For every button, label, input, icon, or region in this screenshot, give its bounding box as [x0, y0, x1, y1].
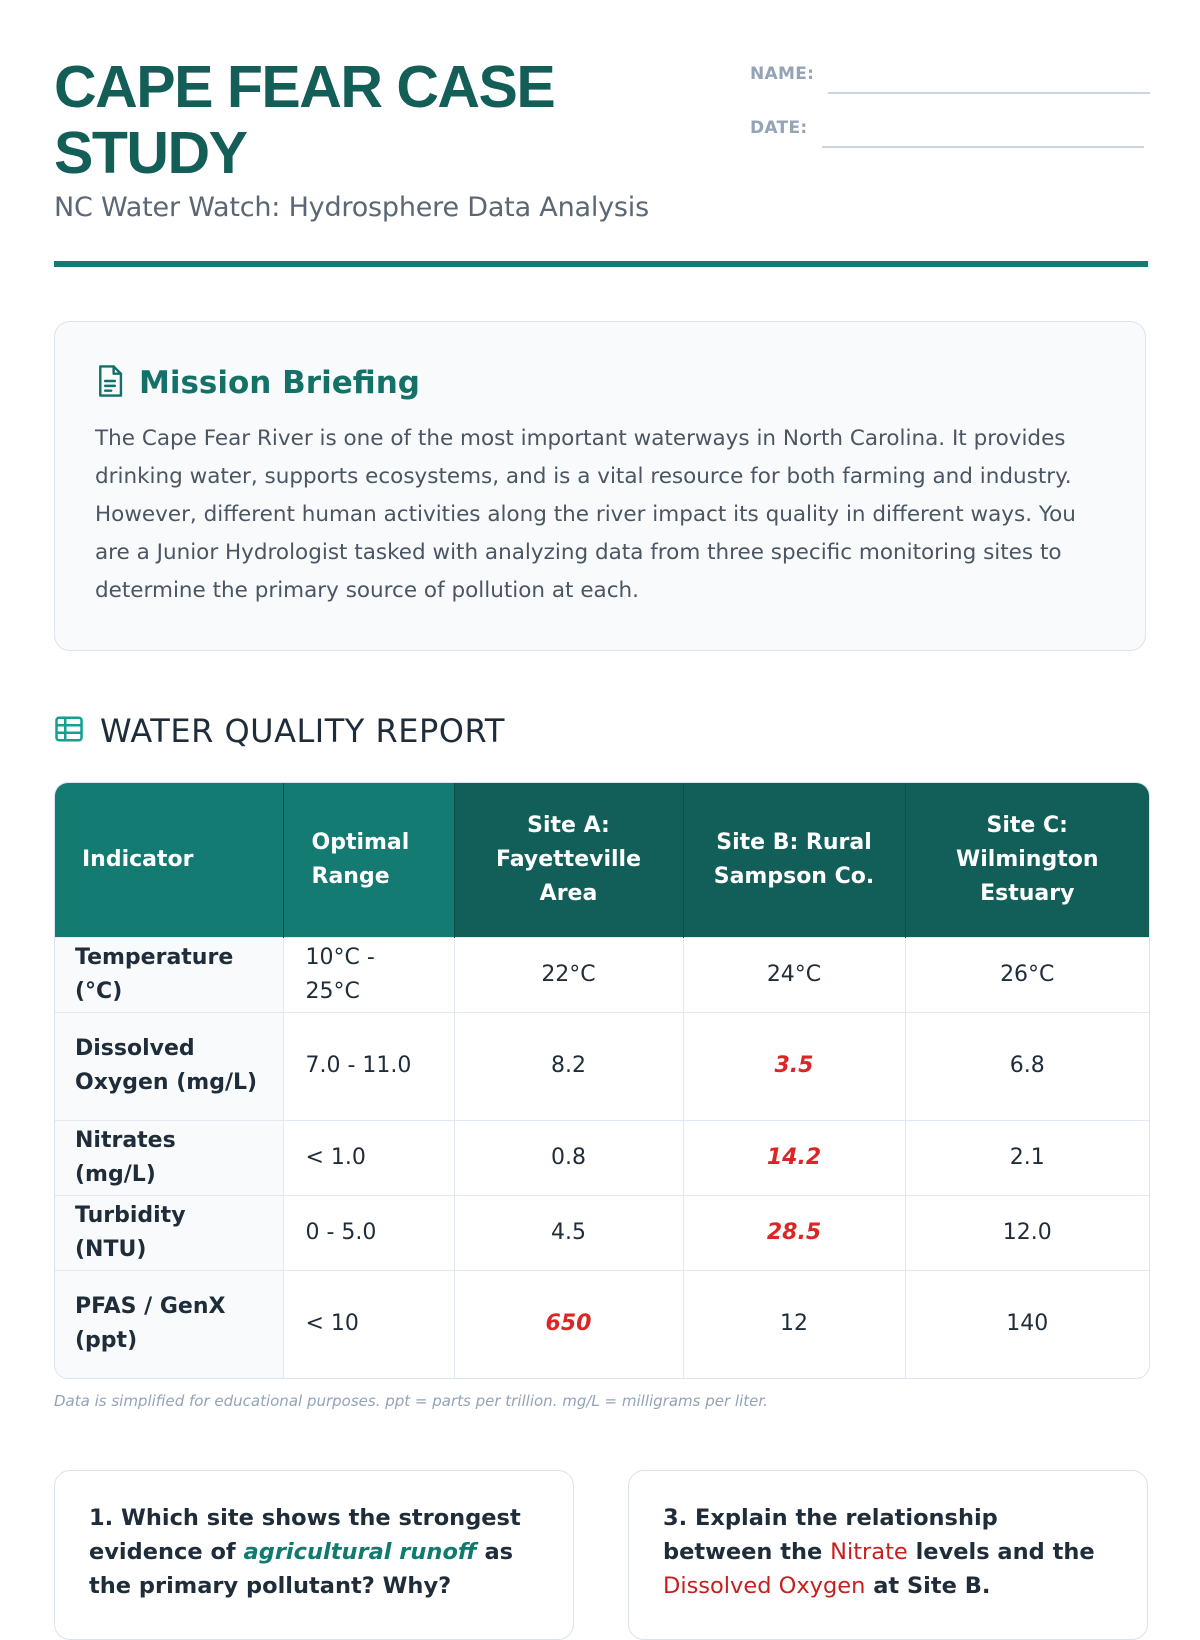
- site-b-cell-flagged: 28.5: [683, 1195, 905, 1270]
- page-subtitle: NC Water Watch: Hydrosphere Data Analysis: [54, 192, 649, 223]
- site-a-cell: 4.5: [454, 1195, 683, 1270]
- header-site-a: Site A: Fayetteville Area: [454, 783, 683, 937]
- question-card-1: [54, 1470, 574, 1640]
- indicator-cell: Dissolved Oxygen (mg/L): [55, 1012, 283, 1120]
- table-row: [55, 937, 1149, 1012]
- highlight-nitrate: Nitrate: [830, 1539, 908, 1565]
- site-c-cell: 12.0: [905, 1195, 1149, 1270]
- page-title: CAPE FEAR CASE STUDY: [54, 54, 555, 186]
- mission-briefing-card: [54, 321, 1146, 651]
- site-b-cell-flagged: 3.5: [683, 1012, 905, 1120]
- question-1-text: 1. Which site shows the strongest evidence of agricultural runoff as the primary pollutant? Why?: [89, 1505, 521, 1599]
- report-heading: [54, 712, 505, 750]
- site-a-cell: 22°C: [454, 937, 683, 1012]
- indicator-cell: Nitrates (mg/L): [55, 1120, 283, 1195]
- site-c-cell: 140: [905, 1270, 1149, 1378]
- site-b-cell: 24°C: [683, 937, 905, 1012]
- highlight-dissolved-oxygen: Dissolved Oxygen: [663, 1573, 866, 1599]
- name-line[interactable]: [828, 92, 1150, 94]
- optimal-cell: < 10: [283, 1270, 454, 1378]
- header-site-c: Site C: Wilmington Estuary: [905, 783, 1149, 937]
- header-optimal-range: Optimal Range: [283, 783, 454, 937]
- indicator-cell: PFAS / GenX (ppt): [55, 1270, 283, 1378]
- name-field[interactable]: [750, 56, 1150, 110]
- site-c-cell: 2.1: [905, 1120, 1149, 1195]
- date-label: DATE:: [750, 118, 808, 138]
- table-row: [55, 1195, 1149, 1270]
- student-info-fields: [750, 56, 1150, 164]
- site-c-cell: 6.8: [905, 1012, 1149, 1120]
- header-indicator: Indicator: [55, 783, 283, 937]
- site-a-cell: 8.2: [454, 1012, 683, 1120]
- table-row: [55, 1012, 1149, 1120]
- site-c-cell: 26°C: [905, 937, 1149, 1012]
- highlight-agricultural-runoff: agricultural runoff: [243, 1539, 477, 1565]
- briefing-title: Mission Briefing: [139, 365, 420, 401]
- table-header-row: [55, 783, 1149, 937]
- table-icon: [54, 714, 84, 748]
- water-quality-table: [54, 782, 1150, 1379]
- question-3-text: 3. Explain the relationship between the Nitrate levels and the Dissolved Oxygen at Site B.: [663, 1505, 1095, 1599]
- header-site-b: Site B: Rural Sampson Co.: [683, 783, 905, 937]
- header-divider: [54, 261, 1148, 267]
- table-row: [55, 1120, 1149, 1195]
- table-row: [55, 1270, 1149, 1378]
- date-field[interactable]: [750, 110, 1150, 164]
- optimal-cell: 7.0 - 11.0: [283, 1012, 454, 1120]
- question-card-3: [628, 1470, 1148, 1640]
- briefing-text: The Cape Fear River is one of the most important waterways in North Carolina. It provides drinking water, supports ecosystems, and is a vital resource for both farming and industry. However, different human activities along the river impact its quality in different ways. You are a Junior Hydrologist tasked with analyzing data from three specific monitoring sites to determine the primary source of pollution at each.: [95, 426, 1076, 603]
- optimal-cell: 0 - 5.0: [283, 1195, 454, 1270]
- report-title: WATER QUALITY REPORT: [100, 712, 505, 750]
- indicator-cell: Temperature (°C): [55, 937, 283, 1012]
- site-a-cell: 0.8: [454, 1120, 683, 1195]
- optimal-cell: < 1.0: [283, 1120, 454, 1195]
- indicator-cell: Turbidity (NTU): [55, 1195, 283, 1270]
- site-b-cell-flagged: 14.2: [683, 1120, 905, 1195]
- site-a-cell-flagged: 650: [454, 1270, 683, 1378]
- site-b-cell: 12: [683, 1270, 905, 1378]
- date-line[interactable]: [822, 146, 1144, 148]
- document-icon: [95, 364, 125, 402]
- name-label: NAME:: [750, 64, 815, 84]
- optimal-cell: 10°C - 25°C: [283, 937, 454, 1012]
- table-footnote: Data is simplified for educational purposes. ppt = parts per trillion. mg/L = milligrams per liter.: [54, 1392, 768, 1410]
